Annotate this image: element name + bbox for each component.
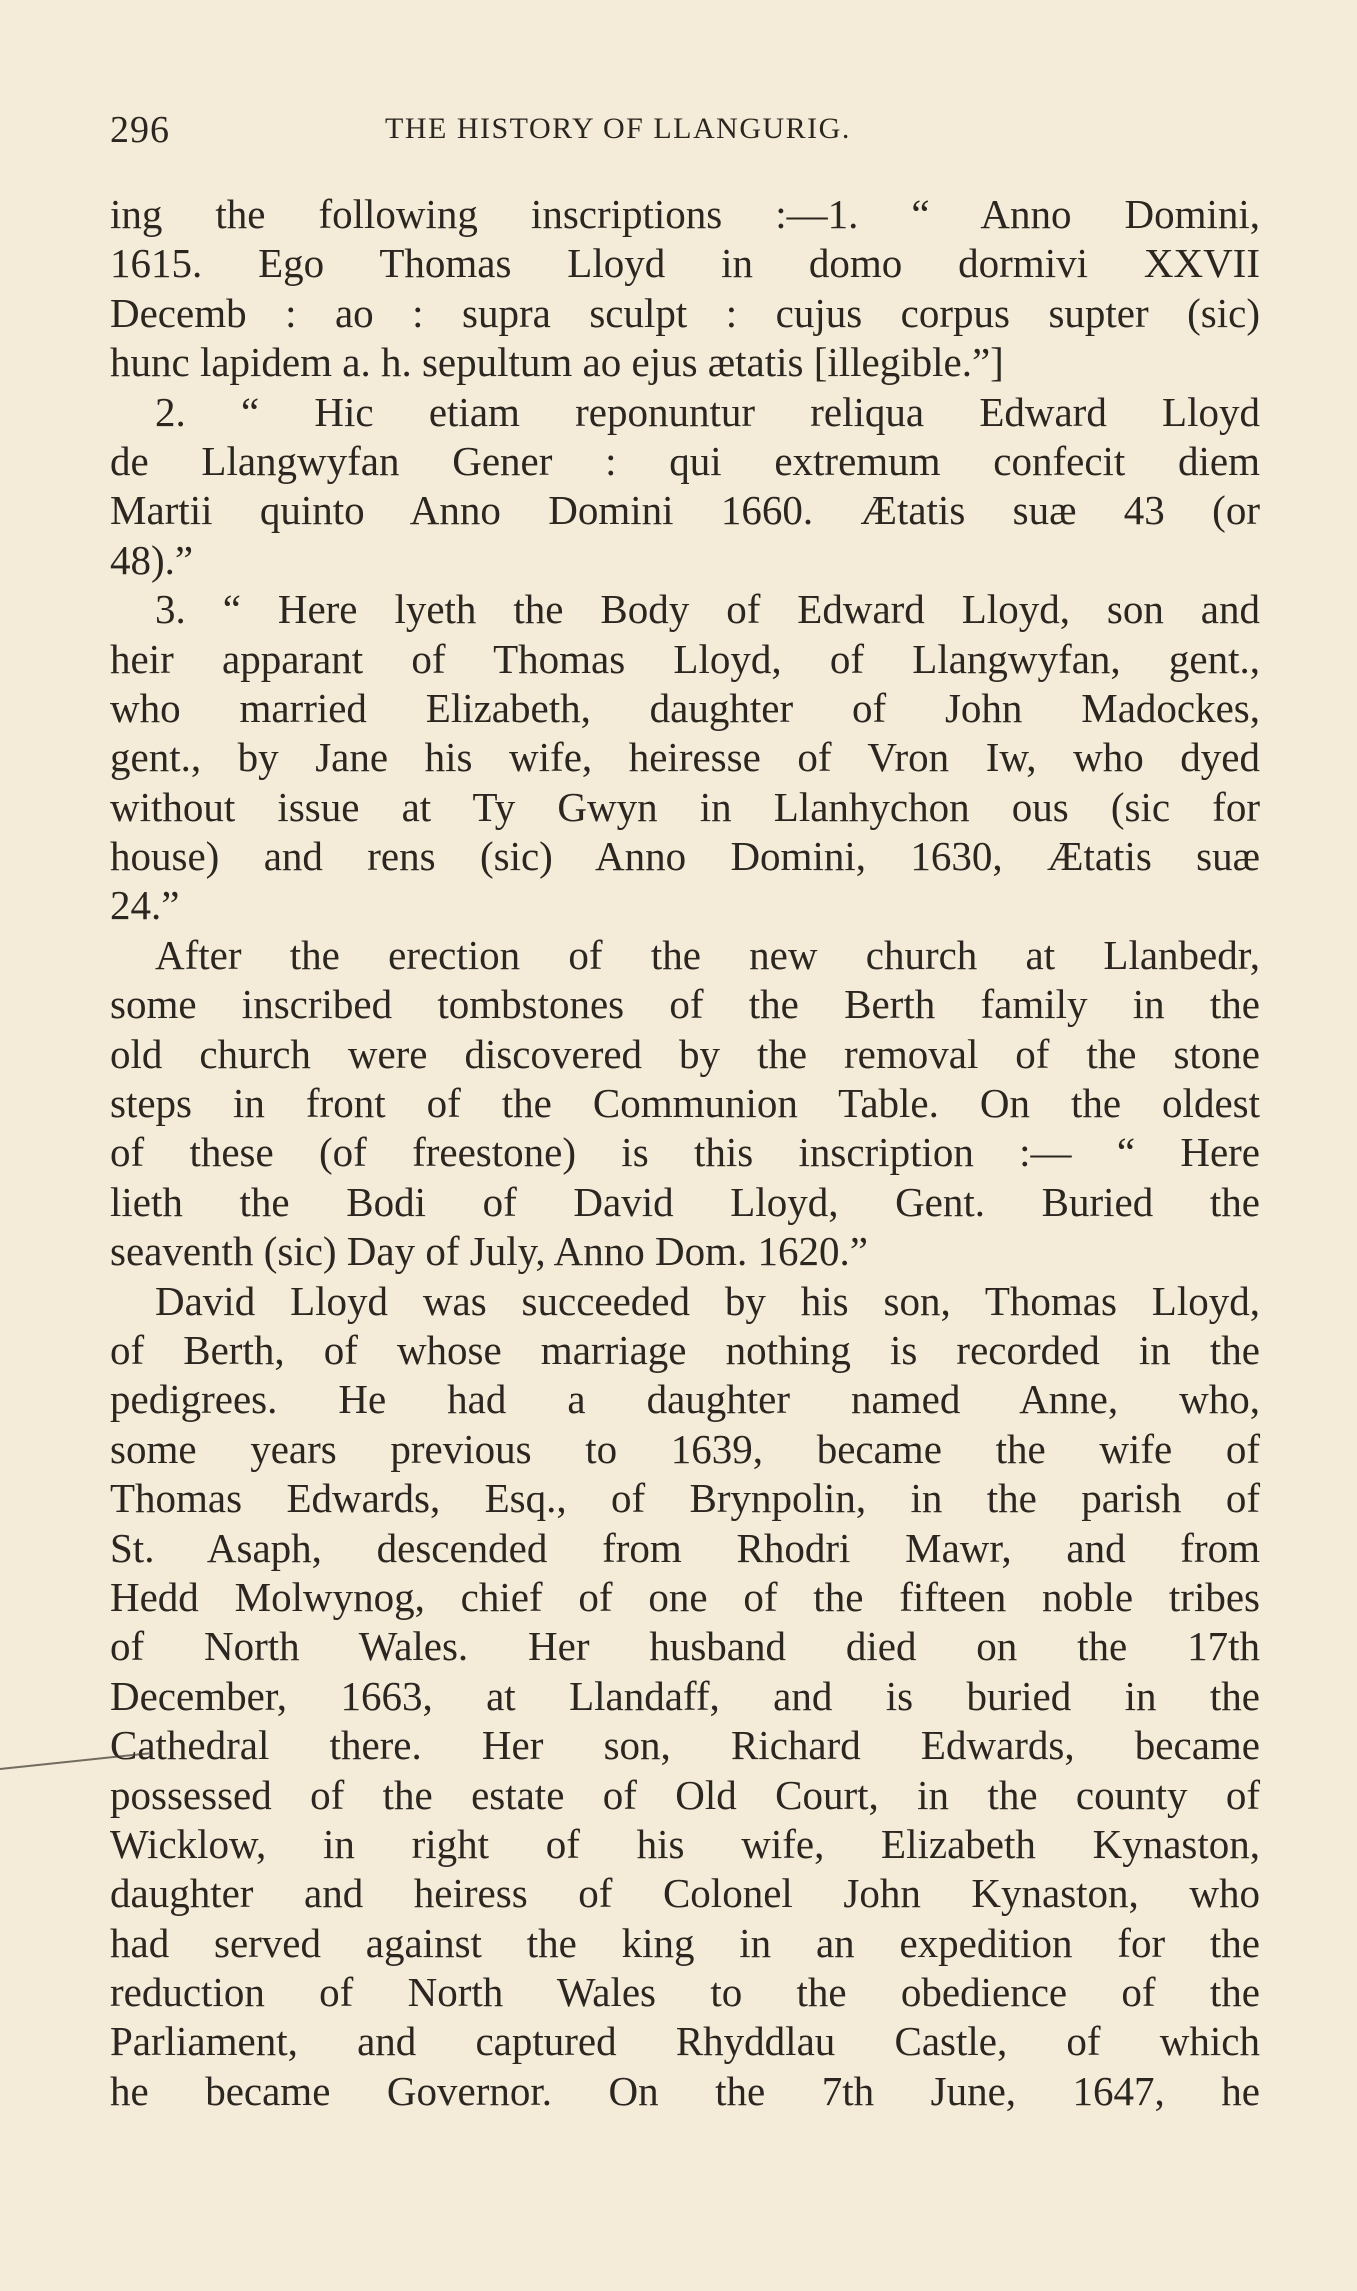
- text-line: daughter and heiress of Colonel John Kynaston, who: [110, 1870, 1260, 1917]
- text-line: Thomas Edwards, Esq., of Brynpolin, in the parish of: [110, 1475, 1260, 1522]
- text-line: lieth the Bodi of David Lloyd, Gent. Buried the: [110, 1178, 1260, 1225]
- text-line: heir apparant of Thomas Lloyd, of Llangwyfan, gent.,: [110, 635, 1260, 682]
- text-line: hunc lapidem a. h. sepultum ao ejus ætatis [illegible.”]: [110, 339, 1004, 386]
- text-line: of these (of freestone) is this inscription :— “ Here: [110, 1129, 1260, 1176]
- text-line: December, 1663, at Llandaff, and is buried in the: [110, 1672, 1260, 1719]
- text-line: ing the following inscriptions :—1. “ Anno Domini,: [110, 191, 1260, 237]
- text-line: Decemb : ao : supra sculpt : cujus corpus supter (sic): [110, 289, 1260, 336]
- text-line: who married Elizabeth, daughter of John Madockes,: [110, 684, 1260, 731]
- text-line: pedigrees. He had a daughter named Anne, who,: [110, 1376, 1260, 1423]
- text-line: gent., by Jane his wife, heiresse of Vron Iw, who dyed: [110, 734, 1260, 781]
- text-line: old church were discovered by the removal of the stone: [110, 1030, 1260, 1077]
- page-number: 296: [110, 109, 170, 151]
- running-head: THE HISTORY OF LLANGURIG.: [385, 112, 851, 145]
- text-line: of North Wales. Her husband died on the 17th: [110, 1623, 1260, 1670]
- text-line: 2. “ Hic etiam reponuntur reliqua Edward Lloyd: [155, 388, 1260, 435]
- text-line: 24.”: [110, 882, 180, 929]
- text-line: Parliament, and captured Rhyddlau Castle, of which: [110, 2018, 1260, 2065]
- text-line: seaventh (sic) Day of July, Anno Dom. 1620.”: [110, 1228, 868, 1275]
- text-line: of Berth, of whose marriage nothing is recorded in the: [110, 1326, 1260, 1373]
- text-line: some years previous to 1639, became the wife of: [110, 1425, 1260, 1472]
- text-line: After the erection of the new church at Llanbedr,: [155, 931, 1260, 978]
- text-line: house) and rens (sic) Anno Domini, 1630, Ætatis suæ: [110, 833, 1260, 880]
- text-line: had served against the king in an expedition for the: [110, 1919, 1260, 1966]
- text-line: steps in front of the Communion Table. On the oldest: [110, 1080, 1260, 1127]
- text-line: 1615. Ego Thomas Lloyd in domo dormivi XXVII: [110, 240, 1260, 287]
- text-line: St. Asaph, descended from Rhodri Mawr, and from: [110, 1524, 1260, 1571]
- text-line: 3. “ Here lyeth the Body of Edward Lloyd, son and: [155, 586, 1260, 633]
- text-line: Martii quinto Anno Domini 1660. Ætatis suæ 43 (or: [110, 487, 1260, 534]
- text-line: Hedd Molwynog, chief of one of the fifteen noble tribes: [110, 1573, 1260, 1620]
- text-line: without issue at Ty Gwyn in Llanhychon ous (sic for: [110, 783, 1260, 830]
- page-header: [110, 108, 1260, 158]
- text-line: Wicklow, in right of his wife, Elizabeth Kynaston,: [110, 1820, 1260, 1867]
- text-line: de Llangwyfan Gener : qui extremum confecit diem: [110, 437, 1260, 484]
- body-text: [110, 190, 1260, 2116]
- text-line: Cathedral there. Her son, Richard Edwards, became: [110, 1722, 1260, 1769]
- text-line: 48).”: [110, 536, 194, 583]
- text-line: reduction of North Wales to the obedience of the: [110, 1969, 1260, 2016]
- text-line: possessed of the estate of Old Court, in the county of: [110, 1771, 1260, 1818]
- text-line: some inscribed tombstones of the Berth family in the: [110, 981, 1260, 1028]
- text-line: he became Governor. On the 7th June, 1647, he: [110, 2067, 1260, 2114]
- text-line: David Lloyd was succeeded by his son, Thomas Lloyd,: [155, 1277, 1260, 1324]
